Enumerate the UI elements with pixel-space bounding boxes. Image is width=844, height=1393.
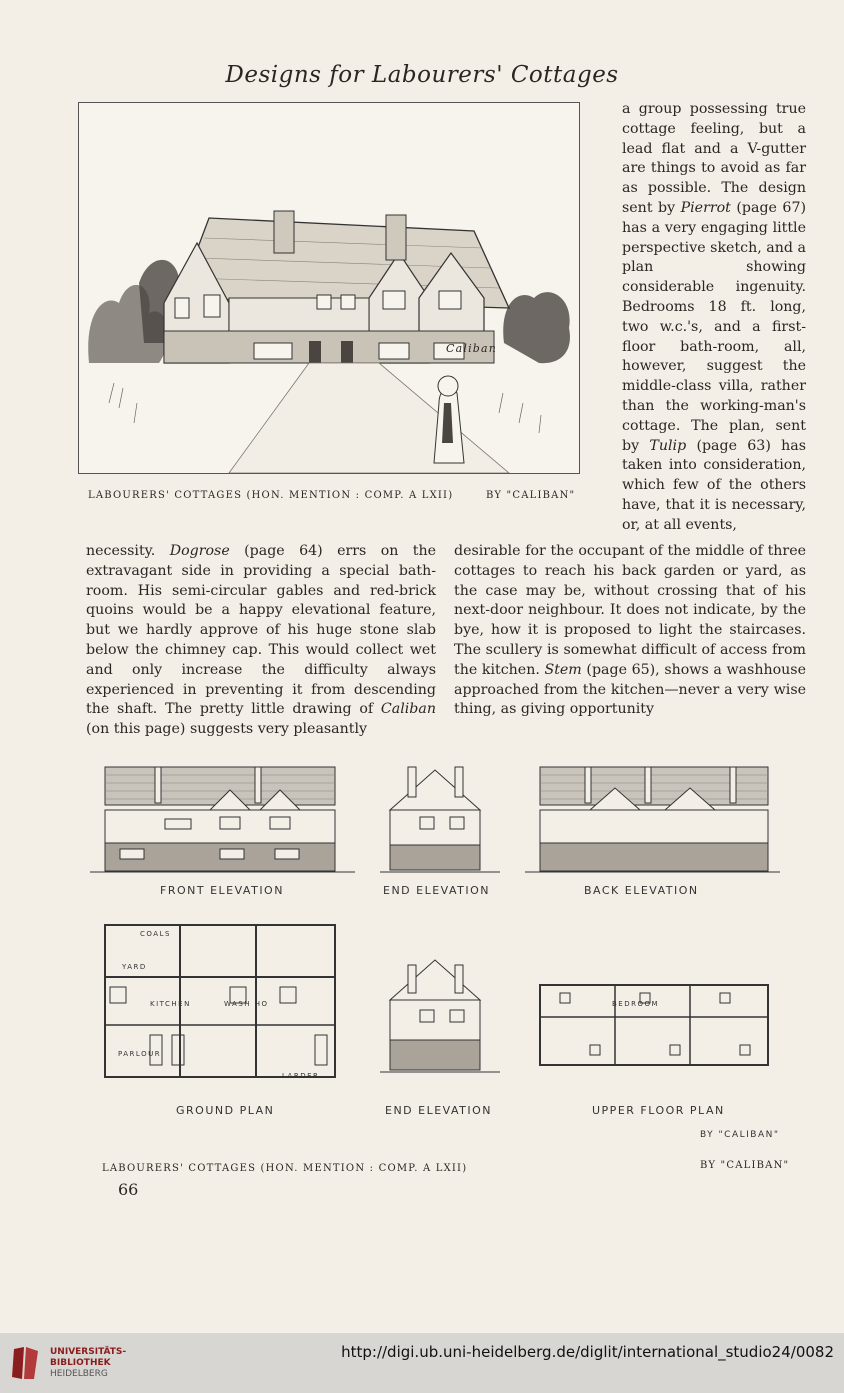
logo-line-3: HEIDELBERG [50,1369,108,1379]
text-segment: (page 63) has taken into consideration, which few of the others have, that it is necessary, or, at all events, [622,437,806,533]
text-segment: (page 65), shows a washhouse approached from the kitchen—never a very wise thing, as giving opportunity [454,661,806,718]
text-name-pierrot: Pierrot [680,199,731,216]
article-text-left [86,542,436,740]
digital-library-footer [0,1333,844,1393]
page-number: 66 [118,1180,139,1199]
room-label-wash-ho: WASH HO [224,1000,269,1008]
room-label-kitchen: KITCHEN [150,1000,191,1008]
label-end-elevation-1: END ELEVATION [383,884,491,897]
room-label-larder: LARDER [282,1072,320,1080]
library-logo-icon [10,1343,44,1383]
text-name-stem: Stem [544,661,582,678]
article-text-right [454,542,806,720]
room-label-yard: YARD [122,963,147,971]
logo-line-2: BIBLIOTHEK [50,1358,111,1368]
text-segment: necessity. [86,543,156,559]
room-label-bedroom: BEDROOM [612,1000,660,1008]
plans-drawing-signature: BY "CALIBAN" [700,1130,780,1140]
article-text-right-top [622,100,806,536]
plans-and-elevations [80,755,780,1135]
cottage-sketch [78,102,580,474]
room-label-parlour: PARLOUR [118,1050,162,1058]
plans-caption-author: BY "CALIBAN" [700,1160,790,1171]
text-name-dogrose: Dogrose [169,543,230,559]
text-segment: desirable for the occupant of the middle of three cottages to reach his back garden or yard, as the case may be, without crossing that of his next-door neighbour. It does not indicate, by the bye, how it is proposed to light the staircases. The scullery is somewhat difficult of access from the kitchen. [454,543,806,678]
label-ground-plan: GROUND PLAN [176,1104,275,1117]
logo-line-1: UNIVERSITÄTS- [50,1347,127,1357]
sketch-caption: LABOURERS' COTTAGES (HON. MENTION : COMP. A LXII) [88,490,454,501]
room-label-coals: COALS [140,930,171,938]
text-name-caliban: Caliban [380,701,436,718]
text-segment: (on this page) suggests very pleasantly [86,721,368,738]
label-upper-floor-plan: UPPER FLOOR PLAN [592,1104,725,1117]
label-back-elevation: BACK ELEVATION [584,884,699,897]
text-name-tulip: Tulip [649,437,687,454]
sketch-signature: Caliban [446,342,498,355]
sketch-caption-author: BY "CALIBAN" [486,490,576,501]
label-end-elevation-2: END ELEVATION [385,1104,493,1117]
cottage-sketch-drawing [79,103,579,473]
plans-drawing [80,755,780,1135]
text-segment: a group possessing true cottage feeling, but a lead flat and a V-gutter are things to avoid as far as possible. The design sent by [622,101,806,216]
text-segment: (page 67) has a very engaging little perspective sketch, and a plan showing considerable ingenuity. Bedrooms 18 ft. long, two w.c.'s, and a first-floor bath-room, all, however, suggest the middle-class villa, rather than the working-man's cottage. The plan, sent by [622,199,806,454]
text-segment: (page 64) errs on the extravagant side in providing a special bath-room. His semi-circular gables and red-brick quoins would be a happy elevational feature, but we hardly approve of his huge stone slab below the chimney cap. This would collect wet and only increase the difficulty always experienced in preventing it from descending the shaft. The pretty little drawing of [86,543,437,718]
page-title: Designs for Labourers' Cottages [225,62,619,88]
plans-caption: LABOURERS' COTTAGES (HON. MENTION : COMP. A LXII) [102,1163,468,1174]
source-url-link[interactable]: http://digi.ub.uni-heidelberg.de/diglit/international_studio24/0082 [341,1343,834,1361]
label-front-elevation: FRONT ELEVATION [160,884,284,897]
library-logo-text [50,1347,126,1380]
